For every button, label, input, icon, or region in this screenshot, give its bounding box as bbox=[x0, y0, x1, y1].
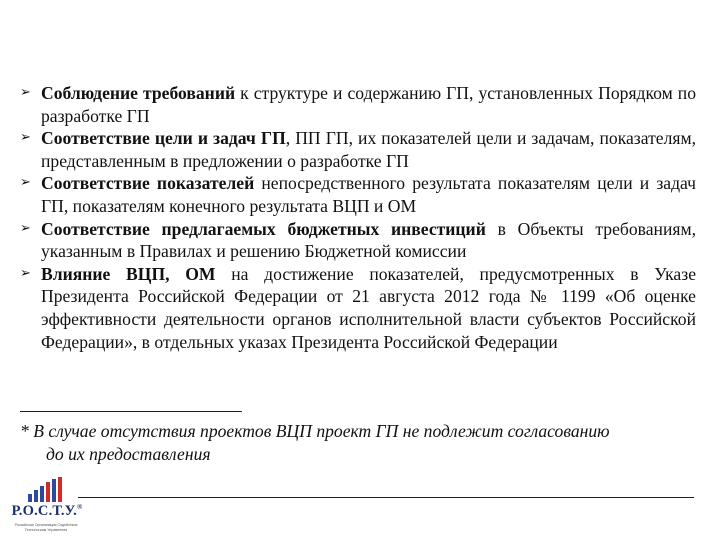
logo-bar bbox=[52, 479, 56, 502]
item-text: , ПП ГП, их показателей цели и задачам, показателям, представленным в предложении о разработке ГП bbox=[41, 128, 696, 171]
list-item bbox=[20, 172, 696, 217]
footnote-divider bbox=[20, 411, 242, 412]
list-item bbox=[20, 82, 696, 127]
arrow-bullet-icon: ➢ bbox=[20, 175, 31, 191]
bottom-divider bbox=[78, 497, 694, 498]
arrow-bullet-icon: ➢ bbox=[20, 85, 31, 100]
item-bold-lead: Влияние ВЦП, ОМ bbox=[41, 263, 216, 284]
logo-subtitle-line-1: Российская Организация Содействия bbox=[14, 523, 78, 527]
item-text: на достижение показателей, предусмотренных в Указе Президента Российской Федерации от 21 августа 2012 года № 1199 «Об оценке эффективности деятельности органов исполнительной власти субъектов Российской Федерации», в отдельных указах Президента Российской Федерации bbox=[41, 263, 697, 352]
item-text: в Объекты требованиям, указанным в Правилах и решению Бюджетной комиссии bbox=[41, 218, 696, 262]
footnote bbox=[20, 420, 700, 465]
requirements-list bbox=[20, 82, 696, 353]
item-bold-lead: Соответствие цели и задач ГП bbox=[41, 128, 286, 149]
logo-bar bbox=[46, 482, 50, 502]
logo-bar bbox=[34, 490, 38, 502]
logo-subtitle-line-2: Технологиям Управления bbox=[24, 528, 68, 532]
item-bold-lead: Соответствие показателей bbox=[41, 173, 255, 194]
item-bold-lead: Соответствие предлагаемых бюджетных инвестиций bbox=[41, 218, 486, 239]
rostu-logo bbox=[6, 476, 86, 540]
arrow-bullet-icon: ➢ bbox=[20, 130, 31, 146]
logo-bar bbox=[40, 486, 44, 502]
list-item bbox=[20, 263, 696, 353]
arrow-bullet-icon: ➢ bbox=[20, 220, 31, 236]
logo-bar bbox=[58, 477, 62, 502]
bar-chart-logo-icon bbox=[16, 476, 76, 504]
item-text: непосредственного результата показателям цели и задач ГП, показателям конечного результата ВЦП и ОМ bbox=[41, 173, 696, 216]
list-item bbox=[20, 218, 696, 263]
logo-name: Р.О.С.Т.У.® bbox=[11, 503, 83, 519]
list-item bbox=[20, 127, 696, 172]
item-text: к структуре и содержанию ГП, установленных Порядком по разработке ГП bbox=[41, 83, 696, 126]
logo-bar bbox=[28, 494, 32, 502]
footnote-line-2: до их предоставления bbox=[46, 443, 211, 464]
arrow-bullet-icon: ➢ bbox=[20, 265, 31, 281]
item-bold-lead: Соблюдение требований bbox=[41, 83, 236, 103]
footnote-line-1: * В случае отсутствия проектов ВЦП проект ГП не подлежит согласованию bbox=[20, 421, 610, 441]
